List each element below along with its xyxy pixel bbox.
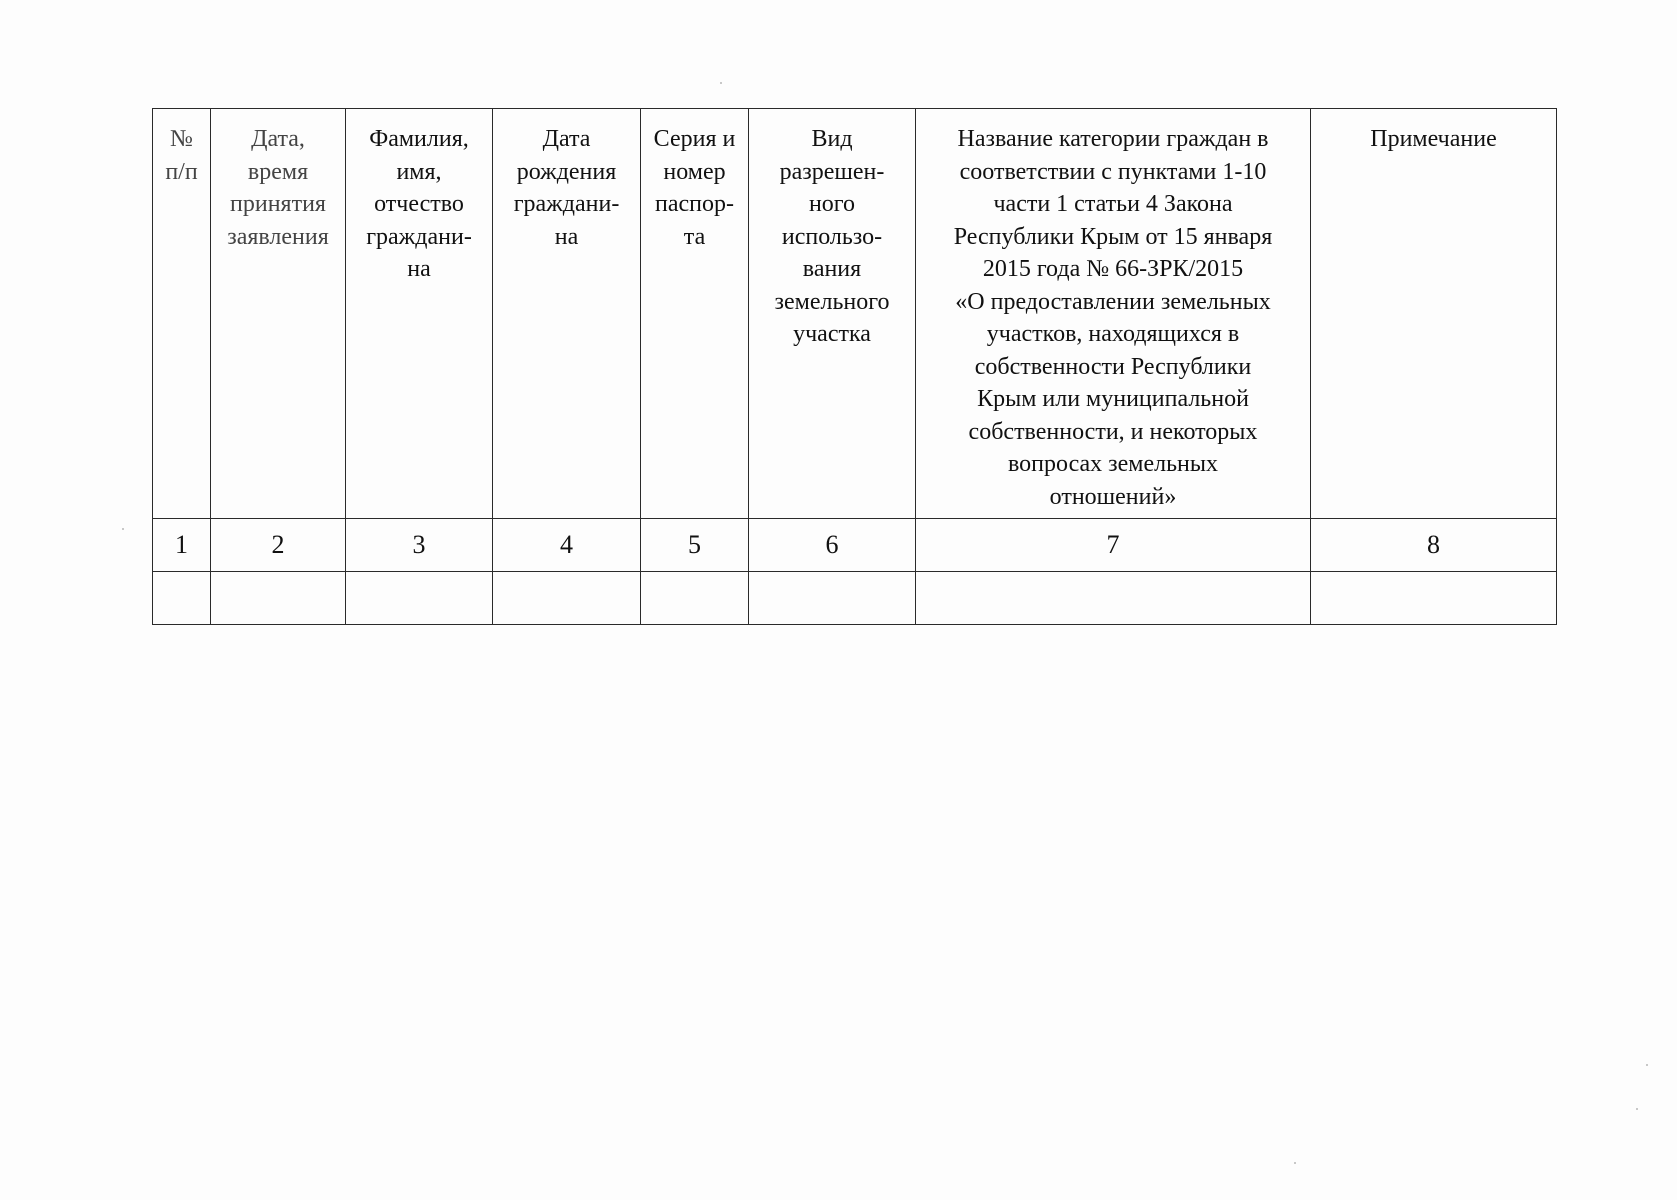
empty-cell (749, 572, 916, 625)
header-cell-date-time (211, 109, 346, 519)
header-text: Название категории граждан в соответствии с пунктами 1-10 части 1 статьи 4 Закона Республики Крым от 15 января 2015 года № 66-ЗРК/2015 «О предоставлении земельных участков, находящихся в собственности Республики Крым или муниципальной собственности, и некоторых вопросах земельных отношений» (953, 126, 1273, 510)
empty-cell (346, 572, 493, 625)
scan-speck (1294, 1162, 1296, 1164)
header-text: Фамилия, имя, отчество граждани- на (366, 126, 472, 282)
scan-speck (1646, 1064, 1648, 1066)
header-text: № п/п (165, 126, 198, 185)
empty-cell (916, 572, 1311, 625)
column-number-row (153, 519, 1557, 572)
header-text: Дата, время принятия заявления (227, 126, 329, 250)
scan-speck (122, 528, 124, 530)
header-cell-full-name (346, 109, 493, 519)
column-number-cell: 1 (153, 519, 211, 572)
empty-cell (641, 572, 749, 625)
column-number-cell: 5 (641, 519, 749, 572)
empty-cell (1311, 572, 1557, 625)
header-cell-birth-date (493, 109, 641, 519)
header-cell-land-use-type (749, 109, 916, 519)
register-table (152, 108, 1557, 625)
column-number-cell: 4 (493, 519, 641, 572)
empty-cell (211, 572, 346, 625)
header-text: Вид разрешен- ного использо- вания земельного участка (774, 126, 890, 347)
empty-cell (493, 572, 641, 625)
scan-speck (1636, 1108, 1638, 1110)
header-text: Серия и номер паспор- та (653, 126, 736, 250)
header-cell-passport (641, 109, 749, 519)
empty-cell (153, 572, 211, 625)
header-row (153, 109, 1557, 519)
empty-data-row (153, 572, 1557, 625)
header-text: Примечание (1370, 126, 1497, 152)
column-number-cell: 3 (346, 519, 493, 572)
header-cell-citizen-category (916, 109, 1311, 519)
scan-speck (720, 82, 722, 84)
header-text: Дата рождения граждани- на (513, 126, 620, 250)
header-cell-note (1311, 109, 1557, 519)
column-number-cell: 8 (1311, 519, 1557, 572)
column-number-cell: 6 (749, 519, 916, 572)
column-number-cell: 7 (916, 519, 1311, 572)
header-cell-number (153, 109, 211, 519)
column-number-cell: 2 (211, 519, 346, 572)
